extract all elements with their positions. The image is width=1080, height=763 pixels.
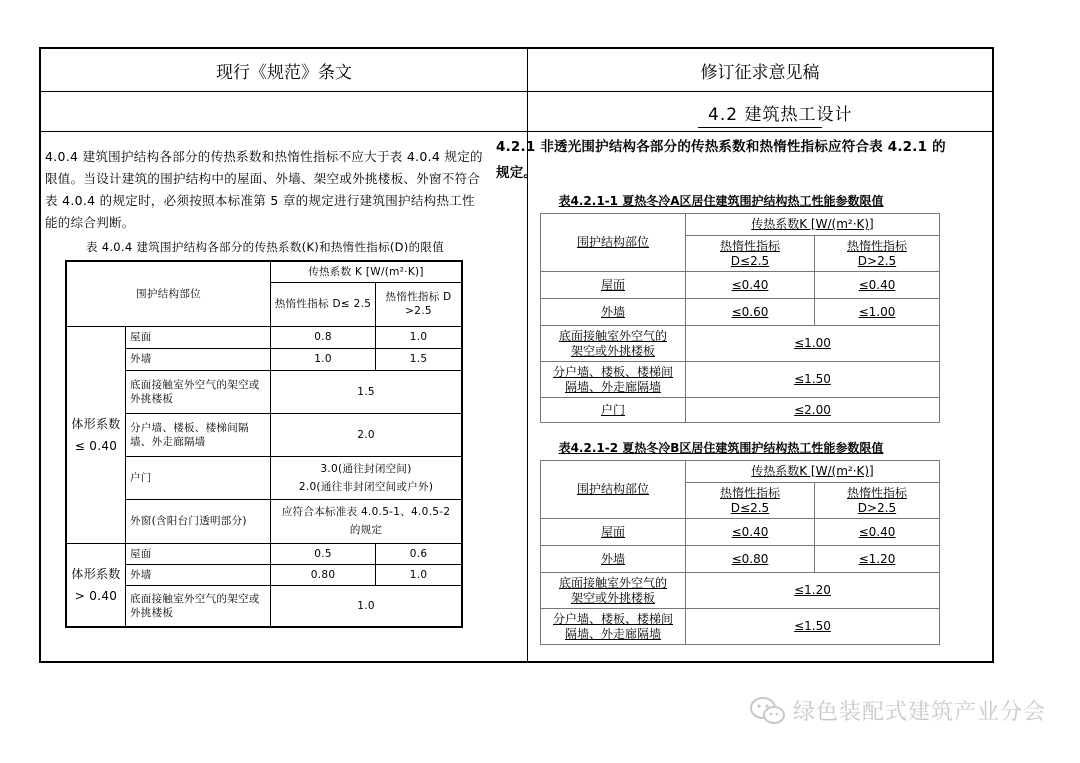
left-th-k: 传热系数 K [W/(m²·K)] [271,261,462,282]
left-row-floor: 底面接触室外空气的架空或外挑楼板 [126,370,271,413]
left-th-part: 围护结构部位 [66,261,271,326]
t1-partition-v: ≤1.50 [686,362,940,398]
t1-th-k: 传热系数K [W/(m²·K)] [686,214,940,236]
t2-row-roof: 屋面 [541,519,686,546]
t1-row-partition [541,362,686,398]
left-roof-v1: 0.8 [271,326,376,348]
right-table2-caption: 表4.2.1-2 夏热冬冷B区居住建筑围护结构热工性能参数限值 [558,441,884,455]
right-column [496,134,946,645]
right-table2 [540,460,940,645]
t1-th-part: 围护结构部位 [541,214,686,272]
header-revision-draft: 修订征求意见稿 [700,62,820,83]
t1-row-wall: 外墙 [541,299,686,326]
section-title-box [528,92,992,136]
t1-wall-v1: ≤0.60 [686,299,815,326]
left-wall-v1: 1.0 [271,348,376,370]
section-title: 4.2 建筑热工设计 [708,105,853,125]
header-current-code: 现行《规范》条文 [216,62,352,83]
left-row-wall: 外墙 [126,348,271,370]
left-row2-roof-v2: 0.6 [376,543,462,564]
t2-th-d2a: 热惰性指标 [846,485,907,500]
left-row2-wall-v2: 1.0 [376,564,462,585]
t1-row-roof: 屋面 [541,272,686,299]
t2-th-d1 [686,483,815,519]
t1-floor-a: 底面接触室外空气的 [558,328,667,343]
left-partition-v: 2.0 [271,413,462,456]
t2-th-part: 围护结构部位 [541,461,686,519]
left-door-v1: 3.0(通往封闭空间) [320,462,412,475]
left-th-d2: 热惰性指标 D >2.5 [376,282,462,326]
left-row2-floor-v: 1.0 [271,585,462,627]
t1-floor-b: 架空或外挑楼板 [570,343,655,358]
t1-roof-v1: ≤0.40 [686,272,815,299]
t2-th-d2b: D>2.5 [857,500,897,515]
t1-row-floor [541,326,686,362]
t2-th-k: 传热系数K [W/(m²·K)] [686,461,940,483]
t1-door-v: ≤2.00 [686,398,940,423]
section-title-underline [698,127,822,128]
t2-partition-v: ≤1.50 [686,609,940,645]
t1-floor-v: ≤1.00 [686,326,940,362]
t1-part-b: 隔墙、外走廊隔墙 [564,379,661,394]
t2-row-partition [541,609,686,645]
left-row-roof: 屋面 [126,326,271,348]
left-door-v2: 2.0(通往非封闭空间或户外) [298,480,434,493]
t2-wall-v1: ≤0.80 [686,546,815,573]
t1-th-d1 [686,236,815,272]
left-row2-floor: 底面接触室外空气的架空或外挑楼板 [126,585,271,627]
left-row2-roof-v1: 0.5 [271,543,376,564]
watermark [749,695,1046,726]
t2-floor-v: ≤1.20 [686,573,940,609]
left-table-caption: 表 4.0.4 建筑围护结构各部分的传热系数(K)和热惰性指标(D)的限值 [85,240,444,254]
left-row2-wall-v1: 0.80 [271,564,376,585]
left-group1-label: 体形系数≤ 0.40 [66,326,126,543]
t2-part-a: 分户墙、楼板、楼梯间 [552,611,673,626]
left-wall-v2: 1.5 [376,348,462,370]
t2-floor-b: 架空或外挑楼板 [570,590,655,605]
t2-th-d2 [815,483,940,519]
left-roof-v2: 1.0 [376,326,462,348]
left-group2-label: 体形系数> 0.40 [66,543,126,627]
t1-row-door: 户门 [541,398,686,423]
left-window-v: 应符合本标准表 4.0.5-1、4.0.5-2 的规定 [271,499,462,543]
t2-th-d1b: D≤2.5 [730,500,770,515]
t2-roof-v1: ≤0.40 [686,519,815,546]
t2-th-d1a: 热惰性指标 [719,485,780,500]
t1-th-d2a: 热惰性指标 [846,238,907,253]
left-floor-v: 1.5 [271,370,462,413]
t1-th-d1b: D≤2.5 [730,253,770,268]
t2-roof-v2: ≤0.40 [815,519,940,546]
t1-th-d2 [815,236,940,272]
t2-floor-a: 底面接触室外空气的 [558,575,667,590]
left-row2-roof: 屋面 [126,543,271,564]
t1-part-a: 分户墙、楼板、楼梯间 [552,364,673,379]
t1-roof-v2: ≤0.40 [815,272,940,299]
t2-wall-v2: ≤1.20 [815,546,940,573]
right-paragraph: 4.2.1 非透光围护结构各部分的传热系数和热惰性指标应符合表 4.2.1 的规定。 [496,139,946,181]
left-row-window: 外窗(含阳台门透明部分) [126,499,271,543]
left-paragraph: 4.0.4 建筑围护结构各部分的传热系数和热惰性指标不应大于表 4.0.4 规定的限值。当设计建筑的围护结构中的屋面、外墙、架空或外挑楼板、外窗不符合表 4.0.4 的规定时，必须按照本标准第 5 章的规定进行建筑围护结构热工性能的综合判断。 [45,149,483,230]
right-table1 [540,213,940,423]
t1-th-d1a: 热惰性指标 [719,238,780,253]
left-limits-table [65,260,463,628]
t1-wall-v2: ≤1.00 [815,299,940,326]
t2-row-floor [541,573,686,609]
wechat-icon [749,696,787,726]
t2-part-b: 隔墙、外走廊隔墙 [564,626,661,641]
t1-th-d2b: D>2.5 [857,253,897,268]
left-row2-wall: 外墙 [126,564,271,585]
watermark-text: 绿色装配式建筑产业分会 [792,700,1046,725]
left-row-partition: 分户墙、楼板、楼梯间隔墙、外走廊隔墙 [126,413,271,456]
right-table1-caption: 表4.2.1-1 夏热冬冷A区居住建筑围护结构热工性能参数限值 [558,194,884,208]
left-column [45,146,485,628]
left-row-door: 户门 [126,456,271,499]
left-th-d1: 热惰性指标 D≤ 2.5 [271,282,376,326]
left-door-v [271,456,462,499]
t2-row-wall: 外墙 [541,546,686,573]
